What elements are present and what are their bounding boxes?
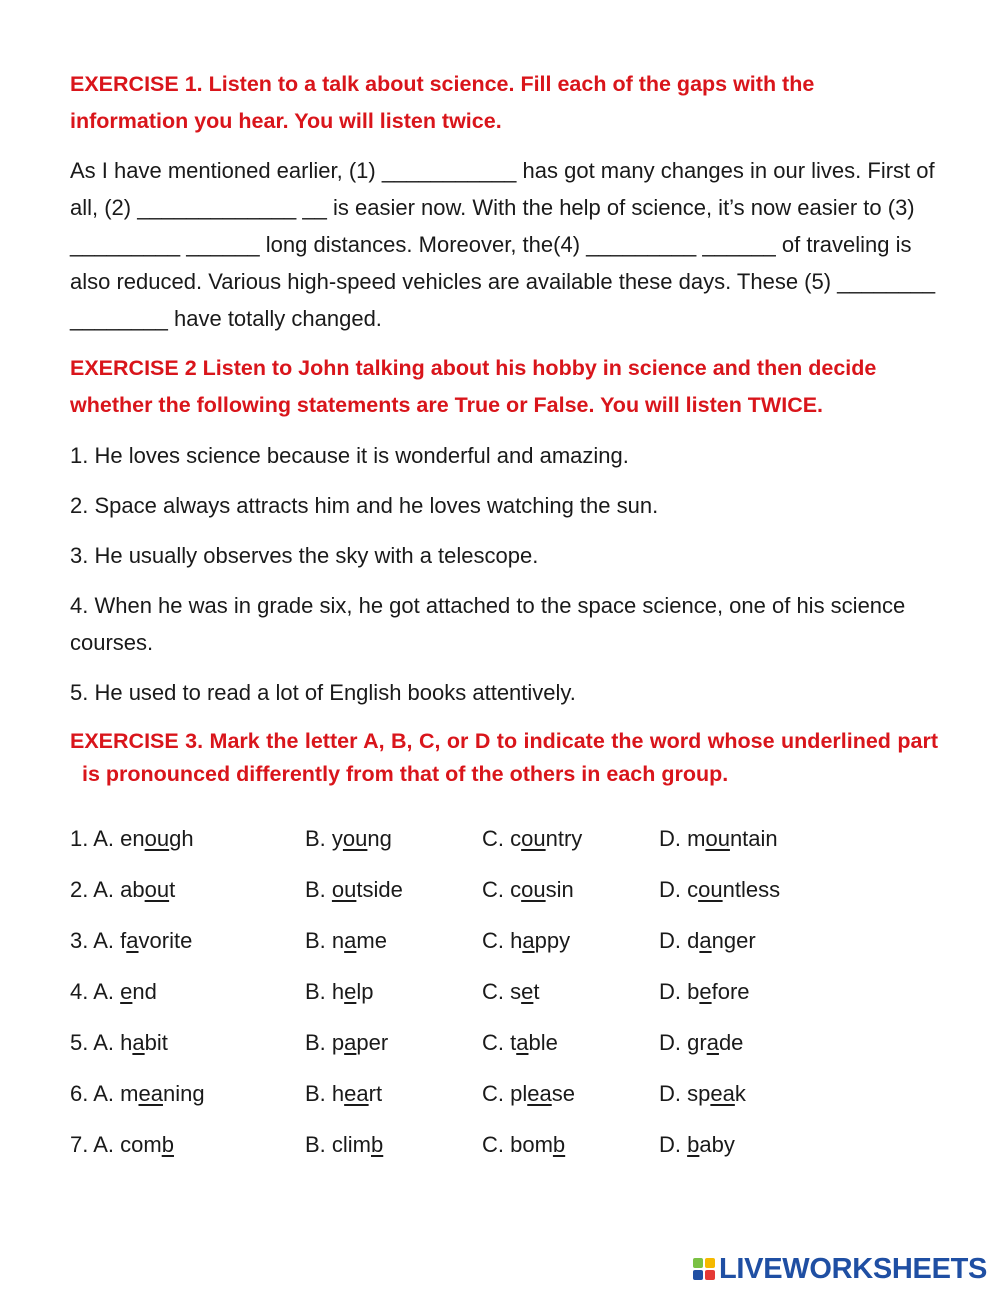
exercise1-heading: EXERCISE 1. Listen to a talk about science. Fill each of the gaps with the information you hear. You will listen twice. [70,72,815,133]
worksheet-page [70,66,938,1179]
option-2-d: D. countless [659,877,781,902]
underlined-part: e [120,979,133,1004]
underlined-part: a [344,928,357,953]
statement-4: 4. When he was in grade six, he got attached to the space science, one of his science courses. [70,593,906,655]
underlined-part: b [161,1132,174,1157]
underlined-part: a [699,928,712,953]
question-row-4 [70,975,938,1026]
statement-3: 3. He usually observes the sky with a telescope. [70,543,539,568]
underlined-part: ea [710,1081,735,1106]
question-row-1 [70,822,938,873]
question-row-6 [70,1077,938,1128]
underlined-part: a [516,1030,529,1055]
option-5-d: D. grade [659,1030,744,1055]
option-3-c: C. happy [482,928,571,953]
question-row-3 [70,924,938,975]
option-7-c: C. bomb [482,1132,566,1157]
option-6-a: 6. A. meaning [70,1081,205,1106]
option-7-a: 7. A. comb [70,1132,174,1157]
statement-1: 1. He loves science because it is wonderful and amazing. [70,443,629,468]
underlined-part: e [699,979,712,1004]
underlined-part: a [126,928,139,953]
logo-square-yellow [705,1258,715,1268]
option-3-b: B. name [305,928,387,953]
statement-5: 5. He used to read a lot of English books attentively. [70,680,576,705]
logo-square-red [705,1270,715,1280]
logo-mark-icon [693,1258,715,1280]
option-5-b: B. paper [305,1030,389,1055]
question-row-5 [70,1026,938,1077]
question-row-7 [70,1128,938,1179]
underlined-part: b [371,1132,384,1157]
underlined-part: e [344,979,357,1004]
option-1-c: C. country [482,826,583,851]
underlined-part: ou [331,877,357,902]
option-4-a: 4. A. end [70,979,157,1004]
option-3-d: D. danger [659,928,756,953]
underlined-part: a [132,1030,145,1055]
option-4-c: C. set [482,979,540,1004]
exercise1-text: As I have mentioned earlier, (1) ___________ has got many changes in our lives. First of all, (2) _____________ __ is easier now. With the help of science, it’s now easier to (3) _________ ______ long distances. Moreover, the(4) _________ ______ of traveling is also reduced. Various high-speed vehicles are available these days. These (5) ________ ________ have totally changed. [70,158,936,331]
logo-text: LIVEWORKSHEETS [719,1252,988,1285]
underlined-part: ou [144,877,170,902]
underlined-part: a [522,928,535,953]
option-6-d: D. speak [659,1081,746,1106]
option-1-b: B. young [305,826,392,851]
option-2-b: B. outside [305,877,403,902]
option-4-b: B. help [305,979,374,1004]
logo-square-green [693,1258,703,1268]
underlined-part: ea [344,1081,369,1106]
underlined-part: b [552,1132,566,1157]
option-2-c: C. cousin [482,877,574,902]
underlined-part: ou [705,826,730,851]
underlined-part: ea [527,1081,552,1106]
option-4-d: D. before [659,979,750,1004]
option-2-a: 2. A. about [70,877,176,902]
underlined-part: ou [698,877,723,902]
underlined-part: ea [138,1081,163,1106]
underlined-part: ou [144,826,170,851]
underlined-part: a [344,1030,357,1055]
pronunciation-table [70,822,938,1179]
underlined-part: b [687,1132,700,1157]
option-6-c: C. please [482,1081,575,1106]
option-3-a: 3. A. favorite [70,928,193,953]
option-6-b: B. heart [305,1081,383,1106]
liveworksheets-logo [693,1252,987,1286]
option-5-a: 5. A. habit [70,1030,168,1055]
option-1-a: 1. A. enough [70,826,194,851]
underlined-part: e [521,979,534,1004]
underlined-part: a [706,1030,719,1055]
underlined-part: ou [342,826,368,851]
underlined-part: ou [521,877,546,902]
logo-square-blue [693,1270,703,1280]
statement-2: 2. Space always attracts him and he loves watching the sun. [70,493,659,518]
question-row-2 [70,873,938,924]
exercise2-heading: EXERCISE 2 Listen to John talking about his hobby in science and then decide whether the following statements are True or False. You will listen TWICE. [70,356,877,417]
underlined-part: ou [521,826,546,851]
option-5-c: C. table [482,1030,558,1055]
option-1-d: D. mountain [659,826,778,851]
option-7-d: D. baby [659,1132,735,1157]
option-7-b: B. climb [305,1132,384,1157]
exercise3-heading: EXERCISE 3. Mark the letter A, B, C, or D to indicate the word whose underlined part is pronounced differently from that of the others in each group. [70,729,938,786]
exercise2-statements [70,437,938,711]
